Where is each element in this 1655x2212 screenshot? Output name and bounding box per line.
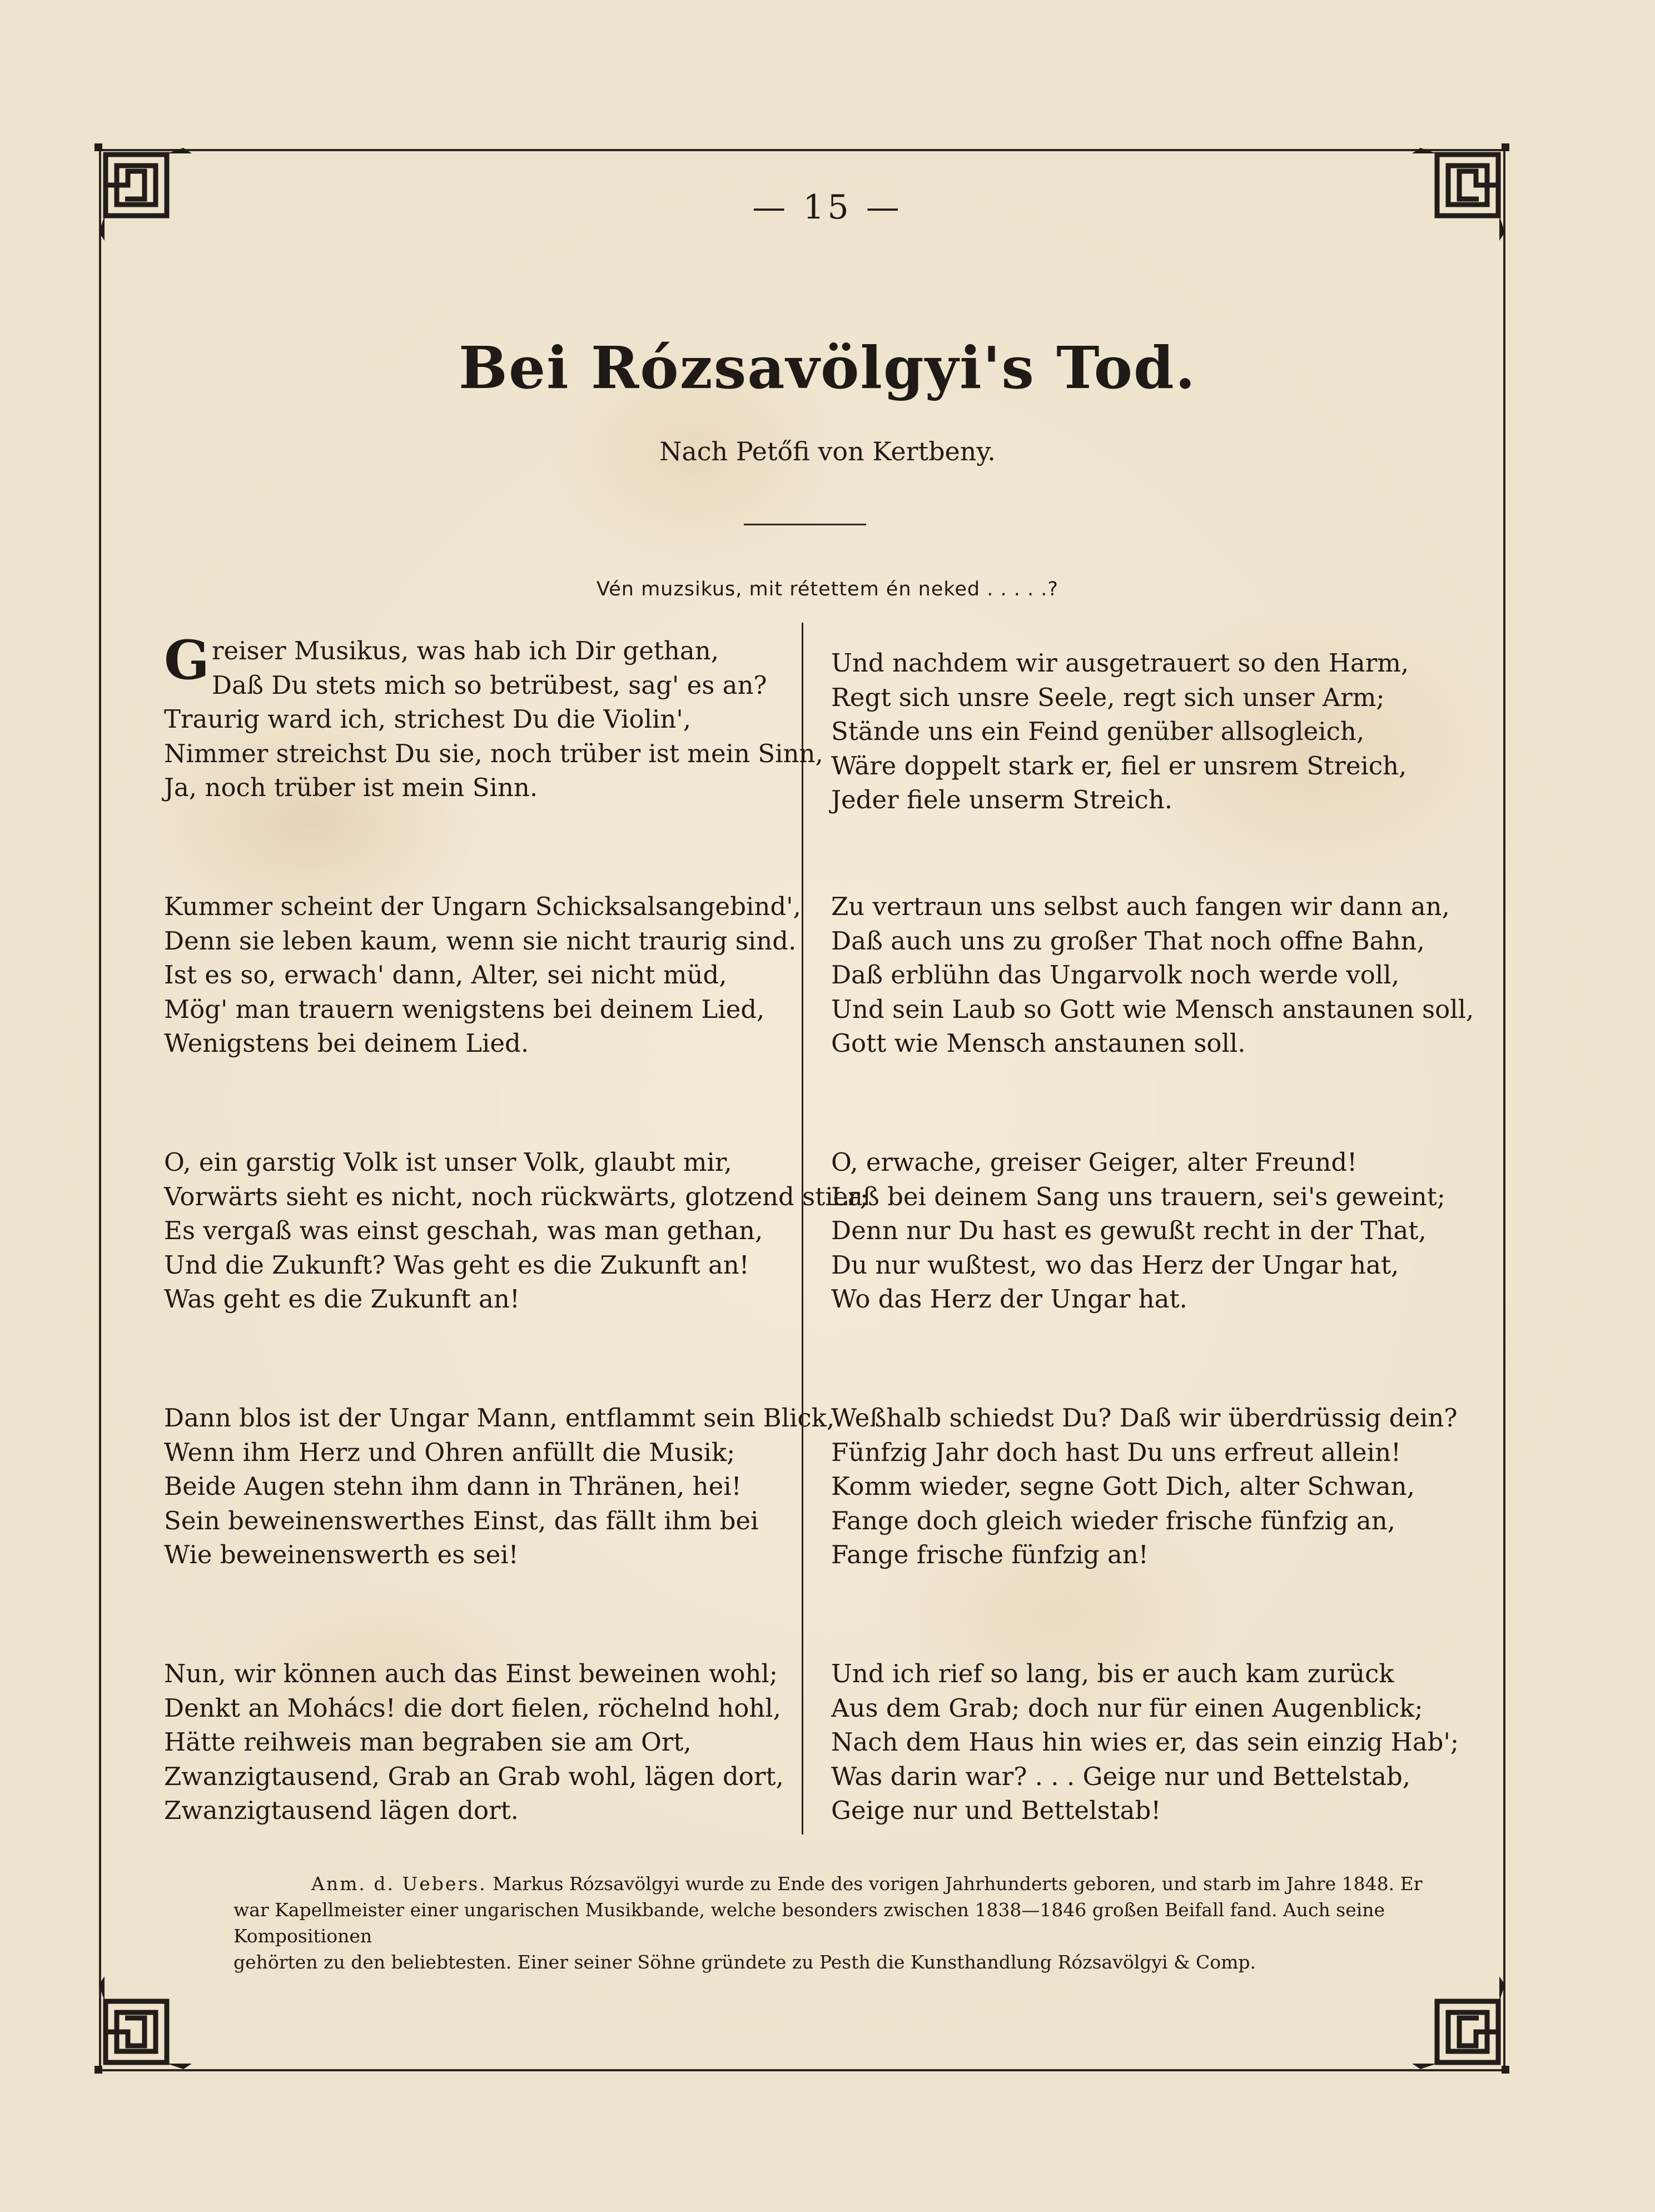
verse-line: Gott wie Mensch anstaunen soll. xyxy=(831,1028,1246,1058)
corner-ornament-bottom-left xyxy=(95,1968,200,2074)
translator-footnote xyxy=(233,1871,1440,1975)
verse-line: Weßhalb schiedst Du? Daß wir überdrüssig dein? xyxy=(831,1403,1458,1433)
verse-line: O, ein garstig Volk ist unser Volk, glaubt mir, xyxy=(164,1147,732,1177)
verse-line: Und ich rief so lang, bis er auch kam zurück xyxy=(831,1659,1394,1688)
verse-line: Komm wieder, segne Gott Dich, alter Schwan, xyxy=(831,1472,1415,1501)
verse-line: Traurig ward ich, strichest Du die Violin', xyxy=(164,704,692,734)
verse-line: Fange doch gleich wieder frische fünfzig an, xyxy=(831,1505,1395,1535)
page-number: — 15 — xyxy=(752,188,903,227)
stanza xyxy=(164,889,801,1061)
verse-line: Zu vertraun uns selbst auch fangen wir dann an, xyxy=(831,892,1450,921)
verse-line: Nach dem Haus hin wies er, das sein einzig Hab'; xyxy=(831,1727,1459,1757)
verse-line: Zwanzigtausend, Grab an Grab wohl, lägen dort, xyxy=(164,1761,784,1791)
verse-line: Denkt an Mohács! die dort fielen, röchelnd hohl, xyxy=(164,1693,781,1723)
poem-subtitle: Nach Petőfi von Kertbeny. xyxy=(659,436,996,466)
verse-line: Beide Augen stehn ihm dann in Thränen, hei! xyxy=(164,1472,742,1501)
column-divider xyxy=(802,623,803,1835)
title-rule xyxy=(744,524,866,525)
verse-line: Du nur wußtest, wo das Herz der Ungar hat, xyxy=(831,1250,1399,1280)
verse-line: Wenigstens bei deinem Lied. xyxy=(164,1028,529,1058)
poem-title: Bei Rózsavölgyi's Tod. xyxy=(459,334,1196,402)
verse-line: Vorwärts sieht es nicht, noch rückwärts, glotzend stier; xyxy=(164,1181,868,1211)
footnote-line: gehörten zu den beliebtesten. Einer seiner Söhne gründete zu Pesth die Kunsthandlung Rózsavölgyi & Comp. xyxy=(233,1951,1256,1973)
footnote-label: Anm. d. Uebers. xyxy=(311,1873,487,1895)
footnote-line xyxy=(311,1871,1440,1897)
verse-line: Ja, noch trüber ist mein Sinn. xyxy=(164,773,538,802)
stanza xyxy=(831,1145,1454,1316)
verse-line: Es vergaß was einst geschah, was man gethan, xyxy=(164,1216,763,1245)
verse-line: Sein beweinenswerthes Einst, das fällt ihm bei xyxy=(164,1505,759,1535)
stanza xyxy=(164,1145,868,1316)
stanza xyxy=(164,1401,835,1572)
verse-line: Hätte reihweis man begraben sie am Ort, xyxy=(164,1727,692,1757)
verse-line: Stände uns ein Feind genüber allsogleich, xyxy=(831,717,1365,746)
verse-line: Wenn ihm Herz und Ohren anfüllt die Musik; xyxy=(164,1437,735,1467)
verse-line: Kummer scheint der Ungarn Schicksalsangebind', xyxy=(164,892,801,921)
epigraph: Vén muzsikus, mit rétettem én neked . . . . .? xyxy=(597,578,1058,600)
verse-line: Wie beweinenswerth es sei! xyxy=(164,1540,519,1569)
verse-line: Aus dem Grab; doch nur für einen Augenblick; xyxy=(831,1693,1423,1723)
footnote-line: war Kapellmeister einer ungarischen Musikbande, welche besonders zwischen 1838—1846 großen Beifall fand. Auch seine Kompositionen xyxy=(233,1899,1385,1947)
verse-line: Was darin war? . . . Geige nur und Bettelstab, xyxy=(831,1761,1411,1791)
stanza xyxy=(831,889,1474,1061)
verse-line: Nimmer streichst Du sie, noch trüber ist mein Sinn, xyxy=(164,738,823,768)
verse-line: Was geht es die Zukunft an! xyxy=(164,1284,520,1314)
verse-line: Daß Du stets mich so betrübest, sag' es an? xyxy=(211,670,767,700)
verse-line: Regt sich unsre Seele, regt sich unser Arm; xyxy=(831,682,1385,712)
drop-cap: G xyxy=(164,629,210,692)
stanza xyxy=(831,1657,1459,1828)
verse-line: O, erwache, greiser Geiger, alter Freund! xyxy=(831,1147,1358,1177)
verse-line: Mög' man trauern wenigstens bei deinem Lied, xyxy=(164,994,765,1024)
verse-line: Geige nur und Bettelstab! xyxy=(831,1796,1161,1825)
verse-line: Wäre doppelt stark er, fiel er unsrem Streich, xyxy=(831,750,1407,781)
stanza xyxy=(831,1401,1458,1572)
stanza xyxy=(164,1657,787,1828)
stanza xyxy=(831,646,1454,817)
footnote-text: Markus Rózsavölgyi wurde zu Ende des vorigen Jahrhunderts geboren, und starb im Jahre 1848. Er xyxy=(493,1873,1423,1895)
verse-line: Denn sie leben kaum, wenn sie nicht traurig sind. xyxy=(164,926,797,956)
verse-line: Und nachdem wir ausgetrauert so den Harm, xyxy=(831,648,1409,678)
verse-line: Fünfzig Jahr doch hast Du uns erfreut allein! xyxy=(831,1437,1401,1467)
verse-line: Daß erblühn das Ungarvolk noch werde voll, xyxy=(831,960,1399,990)
verse-line: Denn nur Du hast es gewußt recht in der That, xyxy=(831,1216,1427,1245)
verse-line: Jeder fiele unserm Streich. xyxy=(831,785,1173,814)
verse-line: reiser Musikus, was hab ich Dir gethan, xyxy=(211,636,719,665)
verse-line: Und die Zukunft? Was geht es die Zukunft an! xyxy=(164,1250,749,1280)
corner-ornament-bottom-right xyxy=(1404,1968,1509,2074)
verse-line: Und sein Laub so Gott wie Mensch anstaunen soll, xyxy=(831,994,1474,1024)
verse-line: Fange frische fünfzig an! xyxy=(831,1540,1149,1569)
verse-line: Daß auch uns zu großer That noch offne Bahn, xyxy=(831,926,1425,956)
verse-line: Nun, wir können auch das Einst beweinen wohl; xyxy=(164,1659,778,1688)
verse-line: Zwanzigtausend lägen dort. xyxy=(164,1796,519,1825)
verse-line: Dann blos ist der Ungar Mann, entflammt sein Blick, xyxy=(164,1403,835,1433)
verse-line: Laß bei deinem Sang uns trauern, sei's geweint; xyxy=(831,1181,1445,1211)
stanza xyxy=(164,629,823,805)
verse-line: Ist es so, erwach' dann, Alter, sei nicht müd, xyxy=(164,960,727,990)
verse-line: Wo das Herz der Ungar hat. xyxy=(831,1284,1187,1314)
